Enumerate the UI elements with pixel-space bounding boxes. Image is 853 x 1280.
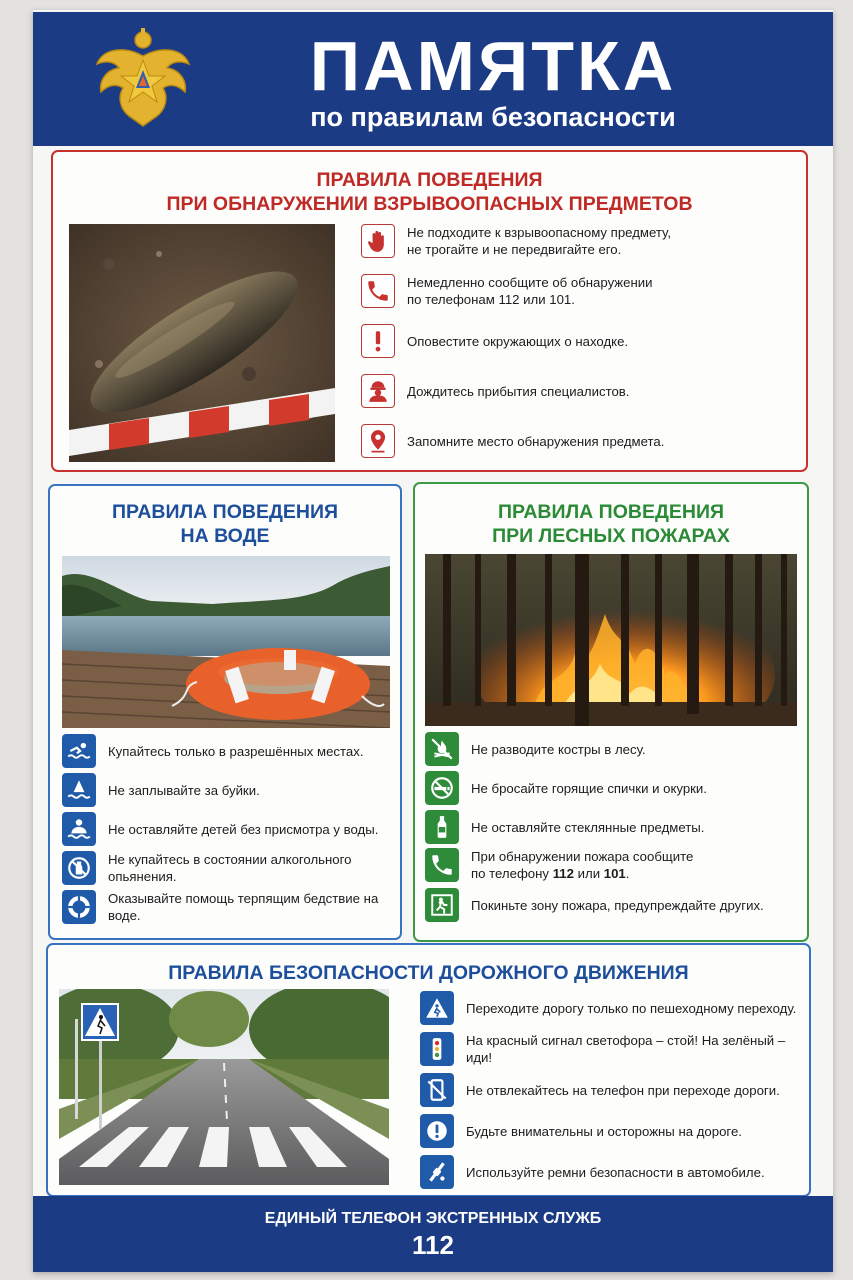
road-rule-4 <box>420 1114 742 1148</box>
forest-rule-4-number-101: 101 <box>603 866 626 881</box>
phone-icon <box>425 848 459 882</box>
explosive-rule-1-line1: Не подходите к взрывоопасному предмету, <box>407 225 671 240</box>
explosive-rule-4 <box>361 374 629 408</box>
bottle-icon <box>425 810 459 844</box>
forest-rule-4-mid: или <box>573 866 604 881</box>
child-supervision-icon <box>62 812 96 846</box>
water-rule-3 <box>62 812 378 846</box>
water-rule-1 <box>62 734 364 768</box>
exit-icon <box>425 888 459 922</box>
road-rule-2 <box>420 1032 805 1066</box>
water-rule-5 <box>62 890 392 924</box>
swimmer-icon <box>62 734 96 768</box>
poster-header <box>33 12 833 146</box>
road-panel-title: ПРАВИЛА БЕЗОПАСНОСТИ ДОРОЖНОГО ДВИЖЕНИЯ <box>168 962 689 984</box>
explosive-rule-3 <box>361 324 628 358</box>
poster-subtitle: по правилам безопасности <box>310 102 676 132</box>
location-pin-icon <box>361 424 395 458</box>
water-rules-list <box>62 734 392 934</box>
road-rule-5-text: Используйте ремни безопасности в автомобиле. <box>466 1164 765 1180</box>
forest-fire-photo <box>425 554 797 726</box>
road-rule-3 <box>420 1073 780 1107</box>
safety-poster <box>33 10 833 1272</box>
explosive-rule-2-line1: Немедленно сообщите об обнаружении <box>407 275 653 290</box>
poster-footer <box>33 1196 833 1272</box>
unexploded-shell-photo <box>69 224 335 462</box>
forest-rule-4-pre: по телефону <box>471 866 553 881</box>
traffic-light-icon <box>420 1032 454 1066</box>
water-rule-3-text: Не оставляйте детей без присмотра у воды. <box>108 821 379 837</box>
road-safety-panel <box>46 943 811 1197</box>
forest-rule-2 <box>425 771 707 805</box>
forest-rule-4-line1: При обнаружении пожара сообщите <box>471 849 694 864</box>
buoy-icon <box>62 773 96 807</box>
explosive-rules-list <box>361 224 801 464</box>
road-rule-4-text: Будьте внимательны и осторожны на дороге. <box>466 1123 742 1139</box>
forest-rule-1-text: Не разводите костры в лесу. <box>471 741 646 757</box>
water-safety-panel <box>48 484 402 940</box>
poster-title: ПАМЯТКА <box>309 27 677 105</box>
emergency-emblem-icon <box>95 26 191 138</box>
explosive-rule-5-line1: Запомните место обнаружения предмета. <box>407 433 665 449</box>
exclamation-icon <box>361 324 395 358</box>
phone-icon <box>361 274 395 308</box>
stop-hand-icon <box>361 224 395 258</box>
seatbelt-icon <box>420 1155 454 1189</box>
water-panel-title-line1: ПРАВИЛА ПОВЕДЕНИЯ <box>112 501 338 523</box>
no-alcohol-icon <box>62 851 96 885</box>
forest-rule-3 <box>425 810 704 844</box>
pedestrian-crossing-icon <box>420 991 454 1025</box>
forest-rule-4-line2 <box>471 865 693 882</box>
water-rule-5-text: Оказывайте помощь терпящим бедствие на воде. <box>108 891 379 923</box>
water-rule-2-text: Не заплывайте за буйки. <box>108 782 260 798</box>
explosive-rule-5 <box>361 424 664 458</box>
road-rule-1-text: Переходите дорогу только по пешеходному переходу. <box>466 1000 797 1016</box>
forest-fire-panel <box>413 482 809 942</box>
lake-lifebuoy-photo <box>62 556 390 728</box>
no-campfire-icon <box>425 732 459 766</box>
no-phone-icon <box>420 1073 454 1107</box>
water-rule-1-text: Купайтесь только в разрешённых местах. <box>108 743 364 759</box>
emergency-phone-number: 112 <box>412 1230 454 1260</box>
forest-rule-2-text: Не бросайте горящие спички и окурки. <box>471 780 707 796</box>
forest-rule-4 <box>425 848 693 882</box>
no-smoking-icon <box>425 771 459 805</box>
pedestrian-crossing-photo <box>59 989 389 1185</box>
forest-panel-title-line1: ПРАВИЛА ПОВЕДЕНИЯ <box>498 501 724 523</box>
explosive-rule-2 <box>361 274 652 308</box>
explosive-rule-3-line1: Оповестите окружающих о находке. <box>407 333 629 349</box>
emergency-phone-label: ЕДИНЫЙ ТЕЛЕФОН ЭКСТРЕННЫХ СЛУЖБ <box>264 1210 602 1227</box>
explosive-rule-2-line2: по телефонам 112 или 101. <box>407 292 575 307</box>
road-rule-3-text: Не отвлекайтесь на телефон при переходе дороги. <box>466 1082 780 1098</box>
lifebuoy-icon <box>62 890 96 924</box>
forest-rule-4-number-112: 112 <box>552 866 574 881</box>
attention-icon <box>420 1114 454 1148</box>
water-panel-title-line2: НА ВОДЕ <box>180 525 270 547</box>
water-rule-4-text: Не купайтесь в состоянии алкогольного опьянения. <box>108 852 352 884</box>
explosive-panel-title-line1: ПРАВИЛА ПОВЕДЕНИЯ <box>316 169 543 191</box>
forest-rule-1 <box>425 732 646 766</box>
forest-rule-3-text: Не оставляйте стеклянные предметы. <box>471 819 705 835</box>
road-rule-1 <box>420 991 796 1025</box>
road-rule-5 <box>420 1155 765 1189</box>
specialist-icon <box>361 374 395 408</box>
forest-rule-5 <box>425 888 764 922</box>
forest-rules-list <box>425 732 795 932</box>
explosive-rule-1 <box>361 224 671 258</box>
explosive-panel-title-line2: ПРИ ОБНАРУЖЕНИИ ВЗРЫВООПАСНЫХ ПРЕДМЕТОВ <box>166 193 693 215</box>
road-rule-2-text: На красный сигнал светофора – стой! На зелёный – иди! <box>466 1033 786 1065</box>
water-rule-4 <box>62 851 392 885</box>
forest-rule-4-post: . <box>625 866 630 881</box>
explosive-rule-1-line2: не трогайте и не передвигайте его. <box>407 242 622 257</box>
road-rules-list <box>420 991 805 1187</box>
forest-panel-title-line2: ПРИ ЛЕСНЫХ ПОЖАРАХ <box>492 525 730 547</box>
explosive-objects-panel <box>51 150 808 472</box>
forest-rule-5-text: Покиньте зону пожара, предупреждайте других. <box>471 897 764 913</box>
water-rule-2 <box>62 773 260 807</box>
explosive-rule-4-line1: Дождитесь прибытия специалистов. <box>407 383 630 399</box>
